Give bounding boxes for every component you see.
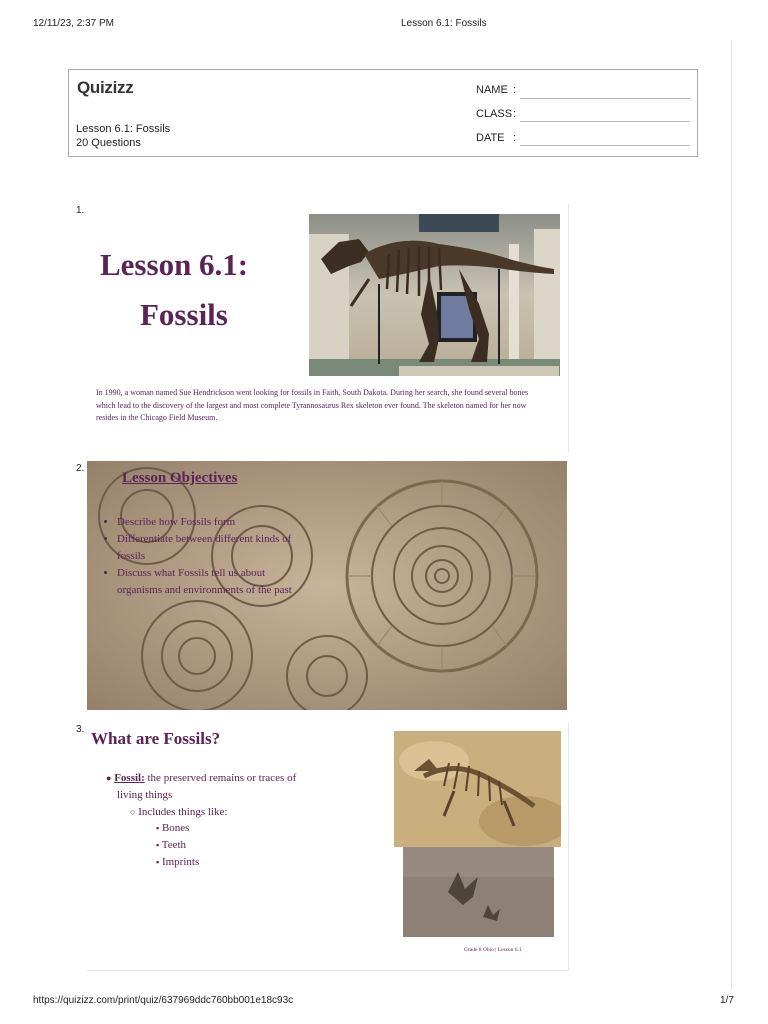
question-number: 2. bbox=[76, 463, 85, 474]
example-text: Imprints bbox=[161, 856, 200, 868]
square-bullet-icon: ▪ bbox=[156, 840, 160, 850]
fossil-skeleton-in-rock-photo bbox=[394, 731, 561, 847]
dinosaur-footprint-photo bbox=[403, 847, 554, 937]
list-item bbox=[156, 854, 199, 870]
objectives-list bbox=[105, 514, 307, 599]
sub-item-text: Includes things like: bbox=[138, 806, 228, 818]
list-item: • Describe how Fossils form bbox=[117, 514, 307, 531]
slide-footer: Grade 8 Ohio | Lesson 6.1 bbox=[464, 947, 522, 953]
date-colon: : bbox=[513, 132, 517, 144]
quizizz-logo: Quizizz bbox=[77, 78, 134, 97]
term-fossil: Fossil: bbox=[114, 772, 145, 784]
class-field[interactable] bbox=[520, 121, 690, 122]
slide-title-line2: Fossils bbox=[140, 297, 228, 332]
slide-heading: What are Fossils? bbox=[91, 729, 221, 748]
date-label: DATE bbox=[476, 132, 505, 144]
class-colon: : bbox=[513, 108, 517, 120]
name-field[interactable] bbox=[520, 98, 690, 99]
question-1-slide bbox=[87, 204, 569, 452]
example-text: Bones bbox=[161, 822, 190, 834]
date-field[interactable] bbox=[520, 145, 690, 146]
list-item: • Differentiate between different kinds of fossils bbox=[117, 531, 307, 565]
print-title: Lesson 6.1: Fossils bbox=[401, 18, 487, 29]
objectives-heading: Lesson Objectives bbox=[122, 470, 238, 486]
definition-text: the preserved remains or traces of bbox=[144, 772, 297, 784]
list-item bbox=[156, 820, 189, 836]
worksheet-header-card bbox=[68, 69, 698, 157]
sub-item bbox=[130, 804, 227, 820]
print-page-number: 1/7 bbox=[720, 995, 734, 1006]
class-label: CLASS bbox=[476, 108, 513, 120]
question-count: 20 Questions bbox=[76, 137, 141, 149]
circle-bullet-icon: ○ bbox=[130, 807, 136, 817]
question-3-slide bbox=[87, 722, 569, 971]
square-bullet-icon: ▪ bbox=[156, 823, 160, 833]
name-colon: : bbox=[513, 84, 517, 96]
square-bullet-icon: ▪ bbox=[156, 857, 160, 867]
bullet-icon: ● bbox=[106, 773, 112, 783]
page-edge-divider bbox=[731, 40, 732, 990]
question-number: 3. bbox=[76, 724, 85, 735]
question-number: 1. bbox=[76, 205, 85, 216]
definition-line1 bbox=[106, 770, 296, 786]
print-url: https://quizizz.com/print/quiz/637969ddc760bb001e18c93c bbox=[33, 995, 294, 1006]
list-item bbox=[156, 837, 186, 853]
definition-line2: living things bbox=[117, 789, 173, 801]
slide-title-line1: Lesson 6.1: bbox=[100, 247, 249, 282]
slide-body-text: In 1990, a woman named Sue Hendrickson went looking for fossils in Faith, South Dakota. During her search, she found several bones which lead to the discovery of the largest and most complete Tyrannosaurus Rex skeleton ever found. The skeleton named for her now resides in the Chicago Field Museum. bbox=[96, 388, 529, 422]
name-label: NAME bbox=[476, 84, 508, 96]
list-item: • Discuss what Fossils tell us about organisms and environments of the past bbox=[117, 565, 307, 599]
lesson-title: Lesson 6.1: Fossils bbox=[76, 123, 171, 135]
example-text: Teeth bbox=[161, 839, 187, 851]
trex-skeleton-photo bbox=[309, 214, 560, 376]
question-2-slide bbox=[87, 461, 567, 710]
print-datetime: 12/11/23, 2:37 PM bbox=[33, 18, 114, 29]
